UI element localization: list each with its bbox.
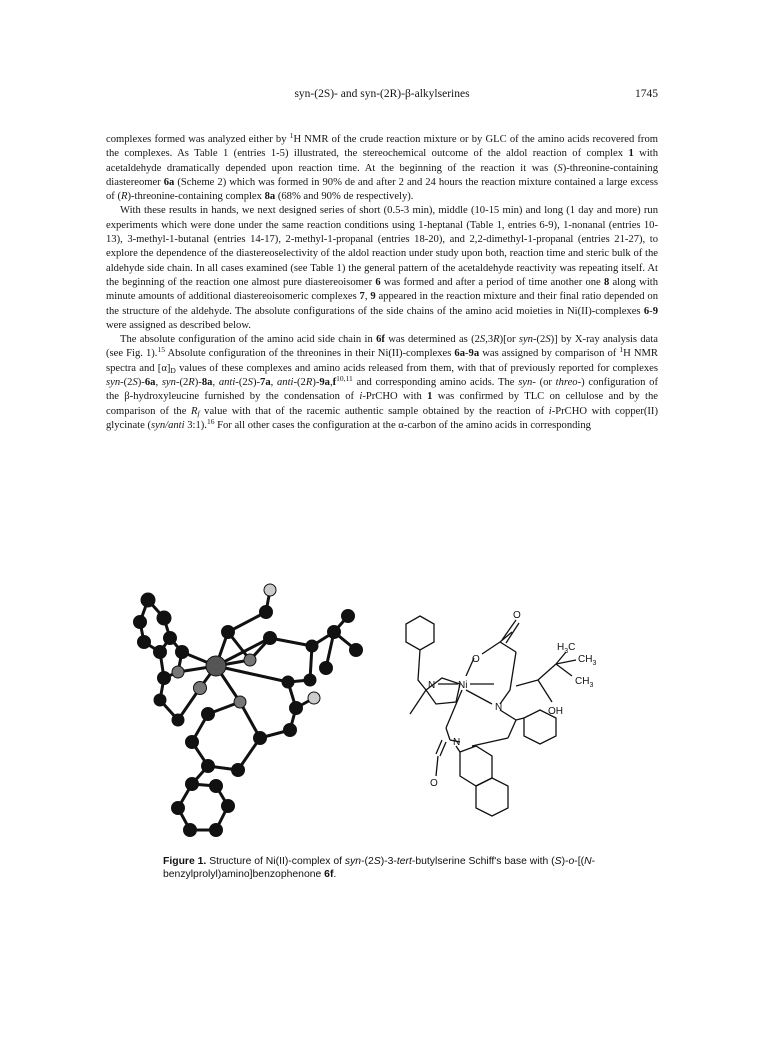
figure-caption (163, 855, 623, 881)
label-o-ring: O (472, 654, 480, 665)
running-header (106, 88, 658, 106)
body-text (106, 133, 658, 433)
paragraph-2: With these results in hands, we next designed series of short (0.5-3 min), middle (10-15 min) and long (1 day and more) run experiments which were done under the same reaction conditions using 1-heptanal (Table 1, entries 6-9), 1-nonanal (entries 10-13), 3-methyl-1-butanal (entries 14-17), 2-methyl-1-propanal (entries 18-20), and 2,2-dimethyl-1-propanal (entries 21-27), to explore the dependence of the diastereoselectivity of the aldol reaction under study upon both, reaction time and steric bulk of the aldehyde side chain. In all cases examined (see Table 1) the general pattern of the acetaldehyde reactivity was repeating itself. At the beginning of the reaction one almost pure diastereoisomer 6 was formed and after a period of time another one 8 along with minute amounts of additional diastereoisomeric complexes 7, 9 appeared in the reaction mixture and their final ratio depended on the structure of the aldehyde. The absolute configurations of the side chains of the amino acid moieties in Ni(II)-complexes 6-9 were assigned as described below. (106, 205, 659, 331)
label-h3c: $H_3C$ (557, 642, 576, 655)
label-oh: OH (548, 706, 563, 717)
figure-1-artwork (120, 580, 600, 850)
running-title: syn-(2S)- and syn-(2R)-β-alkylserines (294, 88, 470, 100)
label-o-bottom: O (430, 778, 438, 789)
paragraph-1: complexes formed was analyzed either by $^1$H NMR of the crude reaction mixture or by GLC of the amino acids recovered from the complexes. As Table 1 (entries 1-5) illustrated, the stereochemical outcome of the aldol reaction of complex 1 with acetaldehyde dramatically depended upon reaction time. At the beginning of the reaction it was (S)-threonine-containing diastereomer 6a (Scheme 2) which was formed in 90% de and after 2 and 24 hours the reaction mixture contained a large excess of (R)-threonine-containing complex 8a (68% and 90% de respectively). (106, 131, 659, 203)
page-number: 1745 (635, 88, 658, 100)
figure-1 (120, 580, 600, 850)
label-ni: Ni (458, 680, 468, 691)
figure-caption-text: Structure of Ni(II)-complex of syn-(2S)-3-tert-butylserine Schiff's base with (S)-o-[(N-benzylprolyl)amino]benzophenone 6f. (163, 856, 596, 880)
paragraph-3: The absolute configuration of the amino acid side chain in 6f was determined as (2S,3R)[or syn-(2S)] by X-ray analysis data (see Fig. 1).$^{15}$ Absolute configuration of the threonines in their Ni(II)-complexes 6a-9a was assigned by comparison of $^1$H NMR spectra and $[\alpha]_D$ values of these complexes and amino acids released from them, with that of previously reported for complexes syn-(2S)-6a, syn-(2R)-8a, anti-(2S)-7a, anti-$(2R)-9a,f^{10,11}$ and corresponding amino acids. The syn- (or threo-) configuration of the β-hydroxyleucine furnished by the condensation of i-PrCHO with 1 was confirmed by TLC on cellulose and by the comparison of the $R_f$ value with that of the racemic authentic sample obtained by the reaction of i-PrCHO with copper(II) glycinate (syn/anti 3:1).$^{16}$ For all other cases the configuration at the α-carbon of the amino acids in corresponding (106, 334, 659, 431)
label-ch3-b: $CH_3$ (575, 676, 594, 689)
structure-atom-labels (428, 610, 596, 789)
figure-caption-label: Figure 1. (163, 856, 207, 867)
label-o-top: O (513, 610, 521, 621)
label-n-left: N (428, 680, 436, 691)
label-n-right: N (495, 702, 503, 713)
label-n-bottom: N (453, 737, 461, 748)
xray-structure-drawing (140, 590, 356, 830)
label-ch3-a: $CH_3$ (578, 654, 597, 667)
